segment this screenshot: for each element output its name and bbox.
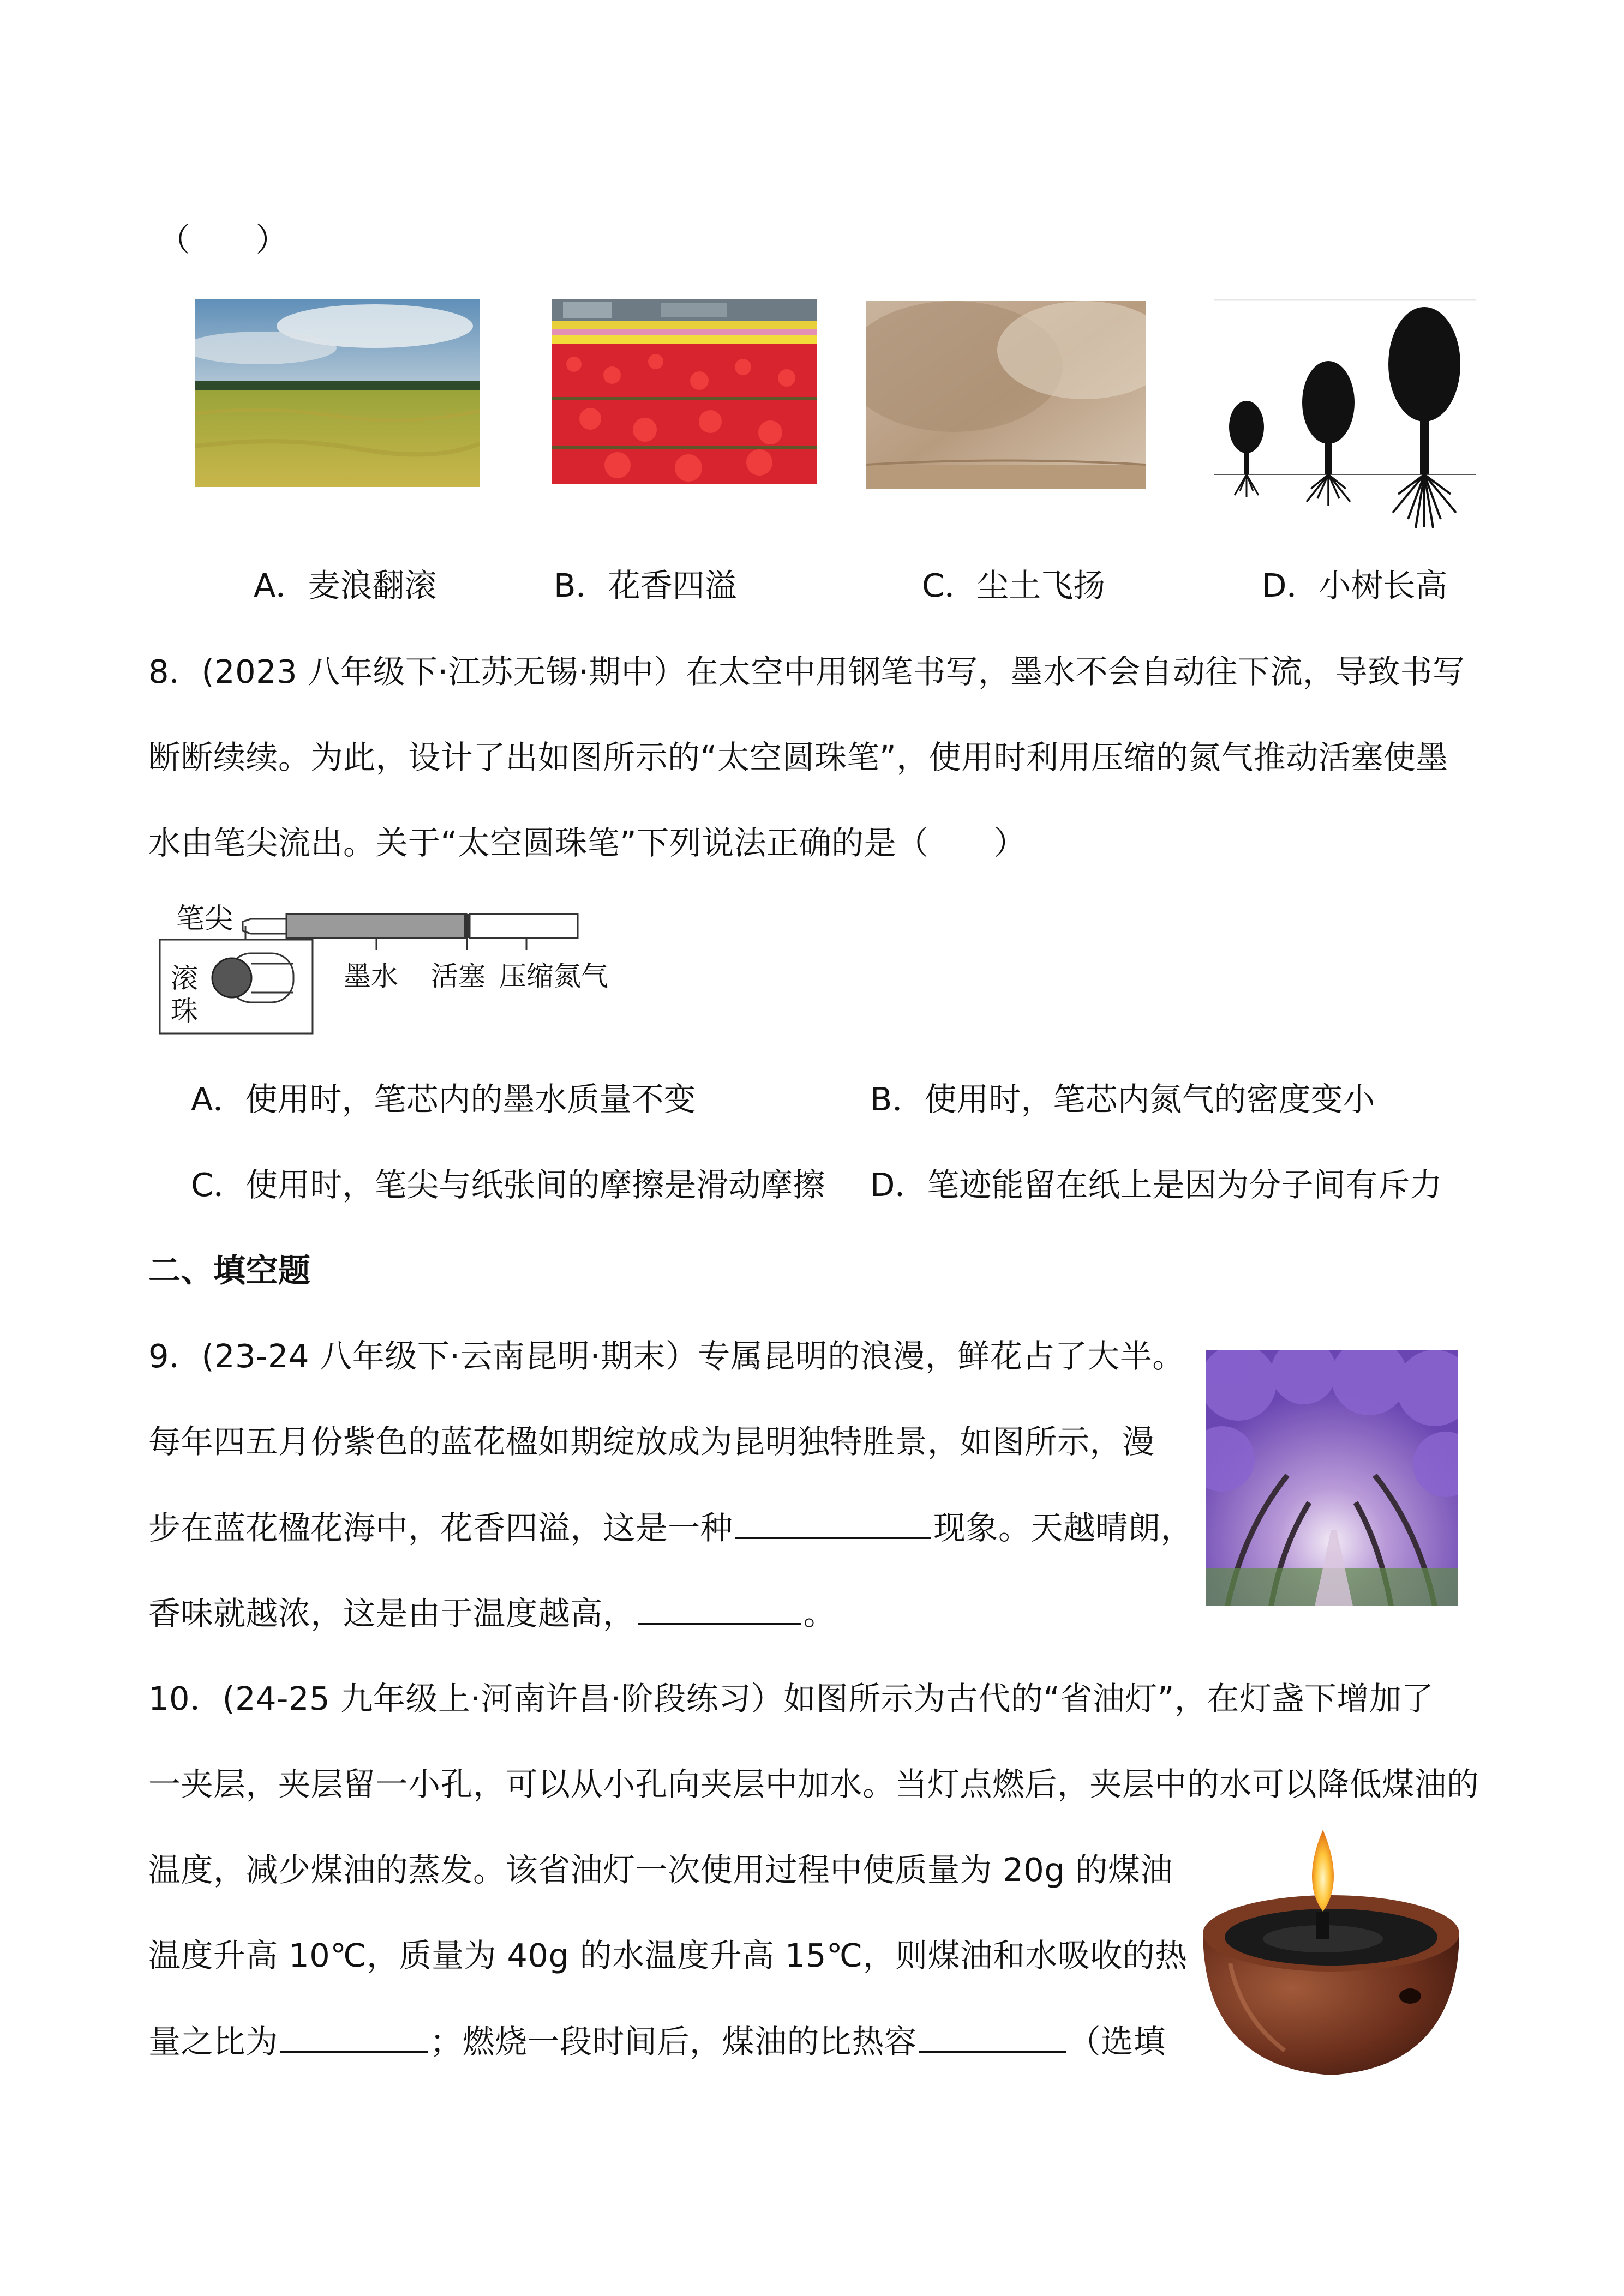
q9-line3-part-b: 现象。天越晴朗， — [933, 1509, 1194, 1547]
diagram-piston-label: 活塞 — [431, 960, 486, 992]
diagram-gas-label: 压缩氮气 — [499, 960, 608, 992]
q8-option-a: A．使用时，笔芯内的墨水质量不变 — [191, 1080, 696, 1118]
q7-option-b: B．花香四溢 — [554, 567, 737, 604]
q8-stem-line-1: 8．(2023 八年级下·江苏无锡·期中）在太空中用钢笔书写，墨水不会自动往下流，导致书写 — [148, 653, 1465, 690]
q9-blank-1[interactable] — [735, 1506, 931, 1539]
q10-line5-part-a: 量之比为 — [148, 2023, 279, 2060]
q10-blank-1[interactable] — [280, 2019, 428, 2053]
section-title-fill-blank: 二、填空题 — [148, 1252, 311, 1289]
q10-line5-part-c: （选填 — [1068, 2023, 1166, 2060]
q10-stem-line-1: 10．(24-25 九年级上·河南许昌·阶段练习）如图所示为古代的“省油灯”，在灯盏下增加了 — [148, 1680, 1434, 1717]
space-pen-diagram — [155, 889, 636, 1053]
oil-saving-lamp-image — [1192, 1822, 1470, 2081]
q10-stem-line-3: 温度，减少煤油的蒸发。该省油灯一次使用过程中使质量为 20g 的煤油 — [148, 1851, 1173, 1889]
q9-stem-line-1: 9．(23-24 八年级下·云南昆明·期末）专属昆明的浪漫，鲜花占了大半。 — [148, 1337, 1185, 1375]
q7-option-c: C．尘土飞扬 — [922, 567, 1106, 604]
q8-option-c: C．使用时，笔尖与纸张间的摩擦是滑动摩擦 — [191, 1166, 825, 1204]
wheat-field-image — [195, 299, 480, 487]
tulip-field-image — [552, 299, 817, 484]
q7-option-d: D．小树长高 — [1262, 567, 1448, 604]
q10-stem-line-2: 一夹层，夹层留一小孔，可以从小孔向夹层中加水。当灯点燃后，夹层中的水可以降低煤油的 — [148, 1765, 1479, 1803]
q7-option-a: A．麦浪翻滚 — [254, 567, 437, 604]
q10-stem-line-4: 温度升高 10℃，质量为 40g 的水温度升高 15℃，则煤油和水吸收的热 — [148, 1937, 1188, 1974]
q9-line4-part-b: 。 — [803, 1595, 836, 1632]
q9-stem-line-2: 每年四五月份紫色的蓝花楹如期绽放成为昆明独特胜景，如图所示，漫 — [148, 1423, 1155, 1460]
q8-option-b: B．使用时，笔芯内氮气的密度变小 — [870, 1080, 1375, 1118]
q8-option-d: D．笔迹能留在纸上是因为分子间有斥力 — [870, 1166, 1442, 1204]
q8-stem-line-3: 水由笔尖流出。关于“太空圆珠笔”下列说法正确的是（ ） — [148, 824, 1027, 862]
q10-stem-line-5 — [148, 2019, 1166, 2064]
tree-growth-image — [1214, 299, 1476, 531]
q8-stem-line-2: 断断续续。为此，设计了出如图所示的“太空圆珠笔”，使用时利用压缩的氮气推动活塞使墨 — [148, 738, 1448, 776]
q9-stem-line-4 — [148, 1591, 836, 1636]
q10-blank-2[interactable] — [919, 2019, 1066, 2053]
q7-answer-bracket: （ ） — [158, 221, 289, 259]
dust-storm-image — [866, 301, 1146, 489]
diagram-ball-label-1: 滚 — [171, 963, 198, 994]
diagram-ink-label: 墨水 — [344, 960, 398, 992]
jacaranda-avenue-image — [1206, 1350, 1458, 1606]
q10-line5-part-b: ；燃烧一段时间后，煤油的比热容 — [430, 2023, 917, 2060]
q9-line4-part-a: 香味就越浓，这是由于温度越高， — [148, 1595, 636, 1632]
q9-blank-2[interactable] — [638, 1591, 801, 1625]
diagram-tip-label: 笔尖 — [176, 903, 233, 935]
q9-line3-part-a: 步在蓝花楹花海中，花香四溢，这是一种 — [148, 1509, 733, 1547]
q9-stem-line-3 — [148, 1506, 1193, 1550]
diagram-ball-label-2: 珠 — [171, 995, 198, 1027]
